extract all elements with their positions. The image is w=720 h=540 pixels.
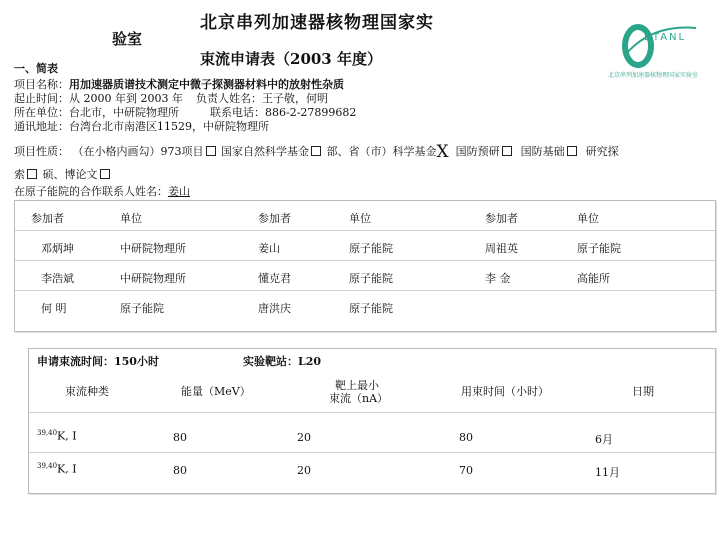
checkbox-research[interactable] (27, 169, 37, 179)
nature-hint: （在小格内画勾）973项目 (72, 145, 204, 158)
logo-text: BTANL (644, 32, 687, 43)
hours-cell: 80 (459, 431, 473, 444)
participant-unit: 高能所 (577, 272, 610, 285)
participant-name: 邓炳坤 (41, 242, 74, 255)
participant-name: 周祖英 (485, 242, 518, 255)
species-isotopes: 39,40 (37, 429, 58, 437)
project-name-row (14, 78, 344, 92)
participant-name: 姜山 (258, 242, 280, 255)
unit: 所在单位：台北市，中研院物理所 (14, 106, 179, 119)
participants-header-6: 单位 (577, 212, 599, 225)
beam-time-label: 申请束流时间： (37, 355, 114, 368)
beam-time-value: 150小时 (114, 355, 159, 368)
target-label: 实验靶站： (243, 355, 298, 368)
species-name: K, I (57, 462, 77, 476)
header-date: 日期 (632, 385, 654, 398)
participant-name: 唐洪庆 (258, 302, 291, 315)
participant-name: 李 金 (485, 272, 511, 285)
species-name: K, I (57, 429, 77, 443)
species-isotopes: 39,40 (37, 462, 58, 470)
section-title: 一、简表 (14, 62, 58, 75)
divider (15, 260, 715, 261)
target-row (243, 353, 321, 369)
phone: 联系电话：886-2-27899682 (210, 106, 357, 119)
project-name-label: 项目名称： (14, 78, 69, 91)
form-subtitle: 束流申请表（2003 年度） (200, 50, 382, 68)
address: 通讯地址：台湾台北市南港区11529，中研院物理所 (14, 120, 269, 133)
participant-unit: 原子能院 (349, 302, 393, 315)
header-species: 束流种类 (65, 385, 109, 398)
participant-unit: 原子能院 (120, 302, 164, 315)
participant-unit: 原子能院 (349, 272, 393, 285)
hours-cell: 70 (459, 464, 473, 477)
opt-ministry: 部、省（市）科学基金 (326, 145, 437, 158)
participants-header-1: 参加者 (31, 212, 64, 225)
date-cell: 11月 (595, 466, 620, 479)
participant-unit: 原子能院 (349, 242, 393, 255)
divider (29, 412, 715, 413)
participants-table (14, 200, 716, 332)
title-line1: 北京串列加速器核物理国家实 (200, 13, 434, 33)
header-min-current-2: 束流（nA） (329, 392, 389, 405)
checkbox-nsfc[interactable] (311, 146, 321, 156)
participant-name: 懂克君 (258, 272, 291, 285)
nature-row2 (14, 168, 112, 182)
target-value: L20 (298, 355, 322, 368)
opt-basic: 国防基础 (520, 145, 565, 158)
divider (29, 452, 715, 453)
energy-cell: 80 (173, 431, 187, 444)
ministry-mark: X (436, 142, 449, 162)
title-line2: 验室 (112, 30, 143, 48)
divider (15, 230, 715, 231)
participant-unit: 原子能院 (577, 242, 621, 255)
species-cell (37, 429, 77, 443)
contact-name: 姜山 (168, 185, 190, 198)
divider (15, 290, 715, 291)
current-cell: 20 (297, 431, 311, 444)
contact-label: 在原子能院的合作联系人姓名： (14, 185, 168, 198)
contact-row (14, 185, 190, 199)
nature-label: 项目性质： (14, 145, 69, 158)
participants-header-2: 单位 (120, 212, 142, 225)
participants-header-3: 参加者 (258, 212, 291, 225)
checkbox-thesis[interactable] (100, 169, 110, 179)
opt-nsfc: 国家自然科学基金 (221, 145, 309, 158)
participant-name: 李浩斌 (41, 272, 74, 285)
participants-header-5: 参加者 (485, 212, 518, 225)
date-cell: 6月 (595, 433, 613, 446)
logo-caption: 北京串列加速器核物理国家实验室 (608, 72, 699, 79)
period: 起止时间：从 2000 年到 2003 年 (14, 92, 183, 105)
nature-row (14, 142, 619, 162)
checkbox-prestudy[interactable] (502, 146, 512, 156)
project-name: 用加速器质谱技术测定中微子探测器材料中的放射性杂质 (69, 78, 344, 91)
opt-research-head: 研究探 (585, 145, 619, 158)
checkbox-973[interactable] (206, 146, 216, 156)
opt-thesis: 硕、博论文 (42, 168, 98, 181)
participant-unit: 中研院物理所 (120, 242, 186, 255)
participants-header-4: 单位 (349, 212, 371, 225)
participant-unit: 中研院物理所 (120, 272, 186, 285)
header-energy: 能量（MeV） (181, 385, 251, 398)
opt-prestudy: 国防预研 (455, 145, 500, 158)
beam-time-row (37, 353, 159, 369)
leader: 负责人姓名：王子敬，何明 (196, 92, 328, 105)
participant-name: 何 明 (41, 302, 67, 315)
lab-logo (608, 14, 704, 82)
species-cell (37, 462, 77, 476)
header-hours: 用束时间（小时） (461, 385, 549, 398)
header-min-current-1: 靶上最小 (335, 379, 379, 392)
energy-cell: 80 (173, 464, 187, 477)
beam-table (28, 348, 716, 494)
checkbox-basic[interactable] (567, 146, 577, 156)
opt-research-tail: 索 (14, 168, 25, 181)
current-cell: 20 (297, 464, 311, 477)
